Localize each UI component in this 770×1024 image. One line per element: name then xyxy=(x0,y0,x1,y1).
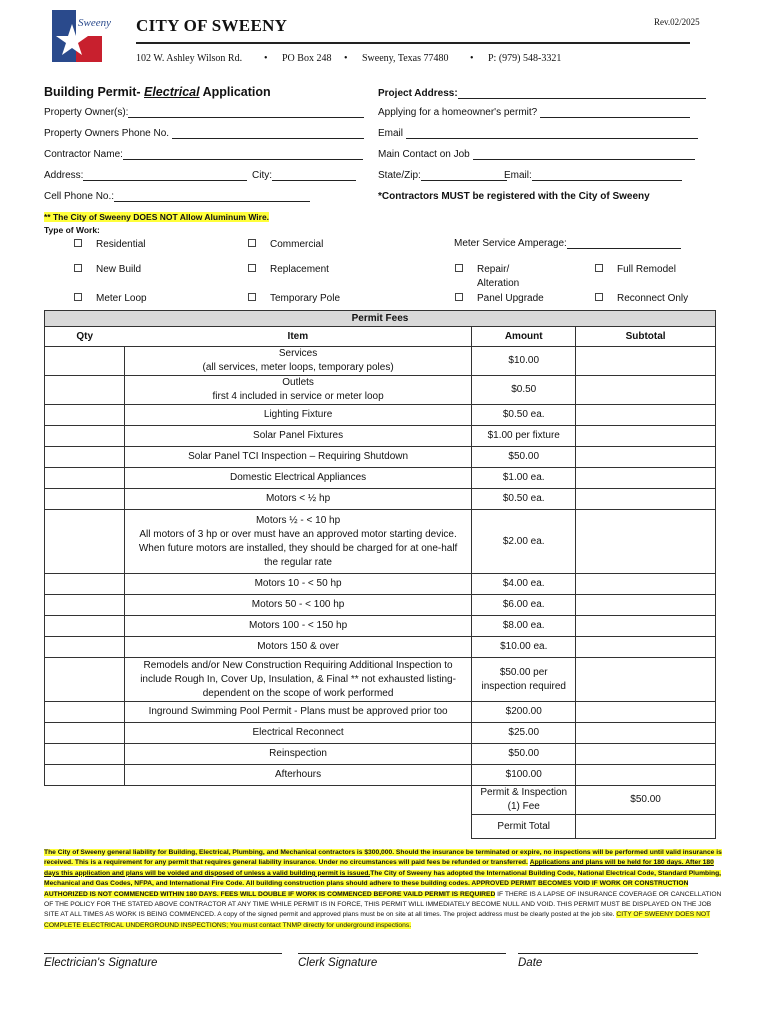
fee-item-cell: Motors ½ - < 10 hp All motors of 3 hp or over must have an approved motor starting device. When future motors are installed, they should be charged for at one-half the regular rate xyxy=(124,510,471,574)
fee-subtotal-cell[interactable] xyxy=(576,447,716,468)
fee-item-cell: Lighting Fixture xyxy=(124,405,471,426)
disclaimer-p4: IF THERE IS A LAPSE OF INSURANCE COVERAGE OR CANCELLATION OF THE POLICY FOR THE STATED ABOVE CONTRACTOR AT ANY TIME WHILE PERMIT IS IN FORCE, THIS PERMIT WILL IMMEDIATELY BECOME NULL AND VOID. THIS PERMIT MUST BE DISPLAYED ON THE JOB SITE AT ALL TIMES AS WORK IS BEING COMMENCED. A copy of the signed permit and approved plans must be on site at all times. The project address must be clearly posted at the job site. xyxy=(44,890,722,919)
email2-field[interactable] xyxy=(504,170,682,181)
fee-item-cell: Services (all services, meter loops, temporary poles) xyxy=(124,347,471,376)
fee-subtotal-cell[interactable] xyxy=(576,347,716,376)
fee-row xyxy=(45,595,716,616)
meter-amperage-field[interactable] xyxy=(454,238,681,249)
fee-amount-cell: $10.00 ea. xyxy=(472,637,576,658)
fee-item-cell: Domestic Electrical Appliances xyxy=(124,468,471,489)
commercial-checkbox[interactable] xyxy=(248,239,256,247)
form-title xyxy=(44,85,271,99)
fee-subtotal-cell[interactable] xyxy=(576,616,716,637)
new-build-checkbox[interactable] xyxy=(74,264,82,272)
type-of-work-label: Type of Work: xyxy=(44,225,100,235)
state-zip-field[interactable] xyxy=(378,170,507,181)
electrician-signature-line[interactable] xyxy=(44,953,282,954)
fee-amount-cell: $50.00 xyxy=(472,447,576,468)
fee-amount-cell: $200.00 xyxy=(472,702,576,723)
email-field[interactable] xyxy=(378,128,698,139)
full-remodel-label: Full Remodel xyxy=(617,264,676,275)
fee-qty-cell[interactable] xyxy=(45,574,125,595)
fee-row xyxy=(45,510,716,574)
title-prefix: Building Permit- xyxy=(44,85,144,99)
header-bullet-2: • xyxy=(344,53,348,64)
date-line[interactable] xyxy=(518,953,698,954)
fee-qty-cell[interactable] xyxy=(45,723,125,744)
inspection-fee-value: $50.00 xyxy=(576,786,716,815)
reconnect-only-checkbox[interactable] xyxy=(595,293,603,301)
fee-subtotal-cell[interactable] xyxy=(576,574,716,595)
fee-row xyxy=(45,702,716,723)
fee-amount-cell: $8.00 ea. xyxy=(472,616,576,637)
fee-qty-cell[interactable] xyxy=(45,658,125,702)
fee-qty-cell[interactable] xyxy=(45,447,125,468)
contractors-note: *Contractors MUST be registered with the City of Sweeny xyxy=(378,191,650,202)
panel-upgrade-checkbox[interactable] xyxy=(455,293,463,301)
fee-row xyxy=(45,468,716,489)
fee-qty-cell[interactable] xyxy=(45,765,125,786)
meter-loop-label: Meter Loop xyxy=(96,293,147,304)
project-address-field[interactable] xyxy=(378,88,706,99)
fee-subtotal-cell[interactable] xyxy=(576,637,716,658)
fee-item-cell: Motors 100 - < 150 hp xyxy=(124,616,471,637)
logo-text: Sweeny xyxy=(78,17,111,29)
commercial-label: Commercial xyxy=(270,239,324,250)
fee-item-cell: Electrical Reconnect xyxy=(124,723,471,744)
fee-amount-cell: $0.50 ea. xyxy=(472,405,576,426)
permit-fees-title: Permit Fees xyxy=(45,311,716,327)
fee-row xyxy=(45,489,716,510)
repair-label-2: Alteration xyxy=(477,278,520,289)
date-label: Date xyxy=(518,957,543,969)
clerk-signature-label: Clerk Signature xyxy=(298,957,378,969)
property-owner-label: Property Owner(s): xyxy=(44,107,129,118)
homeowner-permit-field[interactable] xyxy=(378,107,690,118)
fee-subtotal-cell[interactable] xyxy=(576,468,716,489)
fee-item-cell: Motors < ½ hp xyxy=(124,489,471,510)
fee-qty-cell[interactable] xyxy=(45,405,125,426)
new-build-label: New Build xyxy=(96,264,142,275)
fee-item-cell: Reinspection xyxy=(124,744,471,765)
fee-subtotal-cell[interactable] xyxy=(576,744,716,765)
state-zip-label: State/Zip: xyxy=(378,170,421,181)
fee-row xyxy=(45,447,716,468)
clerk-signature-line[interactable] xyxy=(298,953,506,954)
contractor-name-label: Contractor Name: xyxy=(44,149,123,160)
email-label: Email xyxy=(378,128,404,139)
fee-subtotal-cell[interactable] xyxy=(576,376,716,405)
permit-total-value[interactable] xyxy=(576,815,716,839)
revision-label: Rev.02/2025 xyxy=(654,17,700,27)
header-address: 102 W. Ashley Wilson Rd. xyxy=(136,53,243,64)
amount-header: Amount xyxy=(472,327,576,347)
address-label: Address: xyxy=(44,170,84,181)
fee-qty-cell[interactable] xyxy=(45,489,125,510)
fee-amount-cell: $2.00 ea. xyxy=(472,510,576,574)
header-bullet-1: • xyxy=(264,53,268,64)
empty-cell xyxy=(124,815,471,839)
disclaimer-p1: The City of Sweeny general liability for Building, Electrical, Plumbing, and Mechanical contractors is $300,000. Should the insurance be terminated or expire, no inspections will be performed until valid insurance is received. This is a requirement for any permit that requires general liability insurance. Under no circumstances will paid fees be refunded or transferred. xyxy=(44,849,722,867)
repair-label-1: Repair/ xyxy=(477,264,510,275)
cell-phone-field[interactable] xyxy=(44,191,310,202)
residential-label: Residential xyxy=(96,239,146,250)
email2-label: Email: xyxy=(504,170,532,181)
fee-qty-cell[interactable] xyxy=(45,702,125,723)
fee-row xyxy=(45,347,716,376)
inspection-fee-row xyxy=(45,786,716,815)
fee-qty-cell[interactable] xyxy=(45,744,125,765)
residential-checkbox[interactable] xyxy=(74,239,82,247)
fee-item-cell: Inground Swimming Pool Permit - Plans must be approved prior too xyxy=(124,702,471,723)
fee-row xyxy=(45,426,716,447)
empty-cell xyxy=(45,786,125,815)
fee-item-cell: Motors 50 - < 100 hp xyxy=(124,595,471,616)
aluminum-wire-note: ** The City of Sweeny DOES NOT Allow Aluminum Wire. xyxy=(44,212,270,222)
homeowner-permit-label: Applying for a homeowner's permit? xyxy=(378,107,538,118)
fee-row xyxy=(45,637,716,658)
fee-item-cell: Outlets first 4 included in service or meter loop xyxy=(124,376,471,405)
fee-subtotal-cell[interactable] xyxy=(576,595,716,616)
fee-subtotal-cell[interactable] xyxy=(576,765,716,786)
owner-phone-field[interactable] xyxy=(44,128,364,139)
temporary-pole-checkbox[interactable] xyxy=(248,293,256,301)
city-logo xyxy=(52,10,112,62)
fee-row xyxy=(45,723,716,744)
qty-header: Qty xyxy=(45,327,125,347)
title-suffix: Application xyxy=(199,85,271,99)
electrician-signature-label: Electrician's Signature xyxy=(44,957,158,969)
disclaimer-p5: CITY OF SWEENY DOES NOT COMPLETE ELECTRICAL UNDERGROUND INSPECTIONS; You must contact TNMP directly for underground inspections. xyxy=(44,911,711,929)
fee-subtotal-cell[interactable] xyxy=(576,658,716,702)
address-field[interactable] xyxy=(44,170,247,181)
fee-subtotal-cell[interactable] xyxy=(576,489,716,510)
fee-amount-cell: $50.00 per inspection required xyxy=(472,658,576,702)
disclaimer-p2: Applications and plans will be held for 180 days. After 180 days this application and plans will be voided and disposed of unless a valid building permit is issued. xyxy=(44,859,714,877)
header-po-box: PO Box 248 xyxy=(282,53,332,64)
empty-cell xyxy=(124,786,471,815)
city-name: CITY OF SWEENY xyxy=(136,16,288,35)
repair-checkbox[interactable] xyxy=(455,264,463,272)
empty-cell xyxy=(45,815,125,839)
fee-subtotal-cell[interactable] xyxy=(576,510,716,574)
fee-subtotal-cell[interactable] xyxy=(576,405,716,426)
fee-amount-cell: $50.00 xyxy=(472,744,576,765)
item-header: Item xyxy=(124,327,471,347)
fee-item-cell: Solar Panel TCI Inspection – Requiring Shutdown xyxy=(124,447,471,468)
inspection-fee-label: Permit & Inspection (1) Fee xyxy=(472,786,576,815)
cell-phone-label: Cell Phone No.: xyxy=(44,191,115,202)
fee-qty-cell[interactable] xyxy=(45,426,125,447)
fee-subtotal-cell[interactable] xyxy=(576,426,716,447)
fee-qty-cell[interactable] xyxy=(45,347,125,376)
header-bullet-3: • xyxy=(470,53,474,64)
main-contact-field[interactable] xyxy=(378,149,695,160)
fee-row xyxy=(45,744,716,765)
fee-row xyxy=(45,574,716,595)
permit-fees-table xyxy=(44,310,716,839)
city-label: City: xyxy=(252,170,272,181)
replacement-checkbox[interactable] xyxy=(248,264,256,272)
fee-qty-cell[interactable] xyxy=(45,616,125,637)
fee-item-cell: Afterhours xyxy=(124,765,471,786)
header-phone: P: (979) 548-3321 xyxy=(488,53,562,64)
fee-subtotal-cell[interactable] xyxy=(576,702,716,723)
disclaimer-p3: The City of Sweeny has adopted the International Building Code, National Electrical Code, Standard Plumbing, Mechanical and Gas Codes, NFPA, and International Fire Code. All building construction plans should adhere to these building codes. APPROVED PERMIT BECOMES VOID IF WORK OR CONSTRUCTION AUTHORIZED IS NOT COMMENCED WITHIN 180 DAYS. FEES WILL DOUBLE IF WORK IS COMMENCED BEFORE VAILD PERMIT IS REQUIRED xyxy=(44,869,722,898)
fee-qty-cell[interactable] xyxy=(45,468,125,489)
disclaimer xyxy=(44,848,724,931)
owner-phone-label: Property Owners Phone No. xyxy=(44,128,170,139)
permit-total-label: Permit Total xyxy=(472,815,576,839)
fee-qty-cell[interactable] xyxy=(45,510,125,574)
project-address-label: Project Address: xyxy=(378,88,458,99)
panel-upgrade-label: Panel Upgrade xyxy=(477,293,544,304)
fee-subtotal-cell[interactable] xyxy=(576,723,716,744)
fee-item-cell: Motors 10 - < 50 hp xyxy=(124,574,471,595)
fee-amount-cell: $25.00 xyxy=(472,723,576,744)
header-city-state: Sweeny, Texas 77480 xyxy=(362,53,449,64)
fee-amount-cell: $0.50 ea. xyxy=(472,489,576,510)
property-owner-field[interactable] xyxy=(44,107,364,118)
fee-row xyxy=(45,616,716,637)
contractor-name-field[interactable] xyxy=(44,149,363,160)
full-remodel-checkbox[interactable] xyxy=(595,264,603,272)
fee-amount-cell: $1.00 ea. xyxy=(472,468,576,489)
fee-item-cell: Remodels and/or New Construction Requiring Additional Inspection to include Rough In, Cover Up, Insulation, & Final ** not exhausted listing- dependent on the scope of work performed xyxy=(124,658,471,702)
texas-star-logo-icon xyxy=(52,10,112,62)
meter-loop-checkbox[interactable] xyxy=(74,293,82,301)
subtotal-header: Subtotal xyxy=(576,327,716,347)
temporary-pole-label: Temporary Pole xyxy=(270,293,341,304)
fee-item-cell: Solar Panel Fixtures xyxy=(124,426,471,447)
fee-amount-cell: $10.00 xyxy=(472,347,576,376)
city-field[interactable] xyxy=(252,170,356,181)
fee-amount-cell: $1.00 per fixture xyxy=(472,426,576,447)
fee-row xyxy=(45,658,716,702)
fee-row xyxy=(45,405,716,426)
fee-amount-cell: $0.50 xyxy=(472,376,576,405)
fee-item-cell: Motors 150 & over xyxy=(124,637,471,658)
fee-amount-cell: $4.00 ea. xyxy=(472,574,576,595)
reconnect-only-label: Reconnect Only xyxy=(617,293,689,304)
permit-total-row xyxy=(45,815,716,839)
fee-amount-cell: $100.00 xyxy=(472,765,576,786)
fee-amount-cell: $6.00 ea. xyxy=(472,595,576,616)
fee-qty-cell[interactable] xyxy=(45,595,125,616)
fee-row xyxy=(45,765,716,786)
main-contact-label: Main Contact on Job xyxy=(378,149,470,160)
header-rule xyxy=(136,42,690,44)
title-italic: Electrical xyxy=(144,85,200,99)
meter-amperage-label: Meter Service Amperage: xyxy=(454,238,567,249)
fee-row xyxy=(45,376,716,405)
fee-qty-cell[interactable] xyxy=(45,637,125,658)
replacement-label: Replacement xyxy=(270,264,329,275)
fee-qty-cell[interactable] xyxy=(45,376,125,405)
